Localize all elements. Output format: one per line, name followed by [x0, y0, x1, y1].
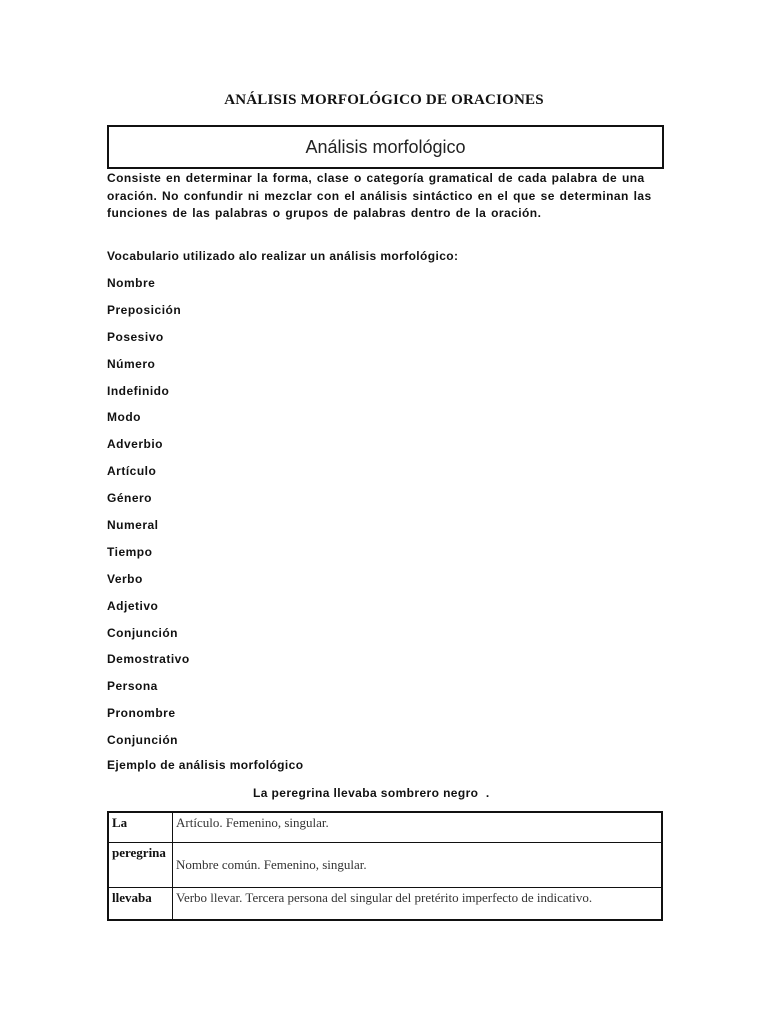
table-row — [108, 843, 662, 888]
vocabulary-item: Persona — [107, 679, 158, 694]
vocabulary-item: Número — [107, 356, 156, 371]
vocabulary-item: Demostrativo — [107, 652, 190, 667]
vocabulary-item: Artículo — [107, 464, 157, 479]
word-cell: llevaba — [108, 888, 173, 921]
word-cell: La — [108, 812, 173, 843]
vocabulary-item: Género — [107, 491, 153, 506]
vocabulary-item: Preposición — [107, 302, 182, 317]
vocabulary-item: Adverbio — [107, 437, 164, 452]
intro-paragraph: Consiste en determinar la forma, clase o categoría gramatical de cada palabra de una oración. No confundir ni mezclar con el análisis sintáctico en el que se determinan las funciones de las palabras o grupos de palabras dentro de la oración. — [107, 171, 652, 220]
vocabulary-item: Conjunción — [107, 625, 178, 640]
vocabulary-item: Adjetivo — [107, 598, 159, 613]
vocabulary-item: Pronombre — [107, 706, 176, 721]
word-cell: peregrina — [108, 843, 173, 888]
example-sentence: La peregrina llevaba sombrero negro . — [253, 786, 490, 800]
table-row — [108, 888, 662, 921]
vocabulary-item: Numeral — [107, 518, 159, 533]
analysis-cell: Artículo. Femenino, singular. — [173, 812, 663, 843]
vocabulary-title: Vocabulario utilizado alo realizar un análisis morfológico: — [107, 249, 459, 263]
vocabulary-item: Tiempo — [107, 544, 153, 559]
vocabulary-item: Conjunción — [107, 733, 178, 748]
vocabulary-item: Nombre — [107, 276, 156, 290]
analysis-cell: Verbo llevar. Tercera persona del singular del pretérito imperfecto de indicativo. — [173, 888, 663, 921]
vocabulary-item: Verbo — [107, 571, 143, 586]
analysis-cell: Nombre común. Femenino, singular. — [173, 843, 663, 888]
section-heading-box — [107, 125, 664, 169]
vocabulary-item: Posesivo — [107, 329, 164, 344]
example-table — [107, 811, 663, 921]
table-row — [108, 812, 662, 843]
section-heading: Análisis morfológico — [305, 136, 466, 157]
vocabulary-item: Indefinido — [107, 383, 170, 398]
vocabulary-list — [107, 276, 190, 760]
vocabulary-item: Modo — [107, 410, 141, 425]
example-title: Ejemplo de análisis morfológico — [107, 758, 304, 772]
document-title: ANÁLISIS MORFOLÓGICO DE ORACIONES — [224, 92, 544, 108]
